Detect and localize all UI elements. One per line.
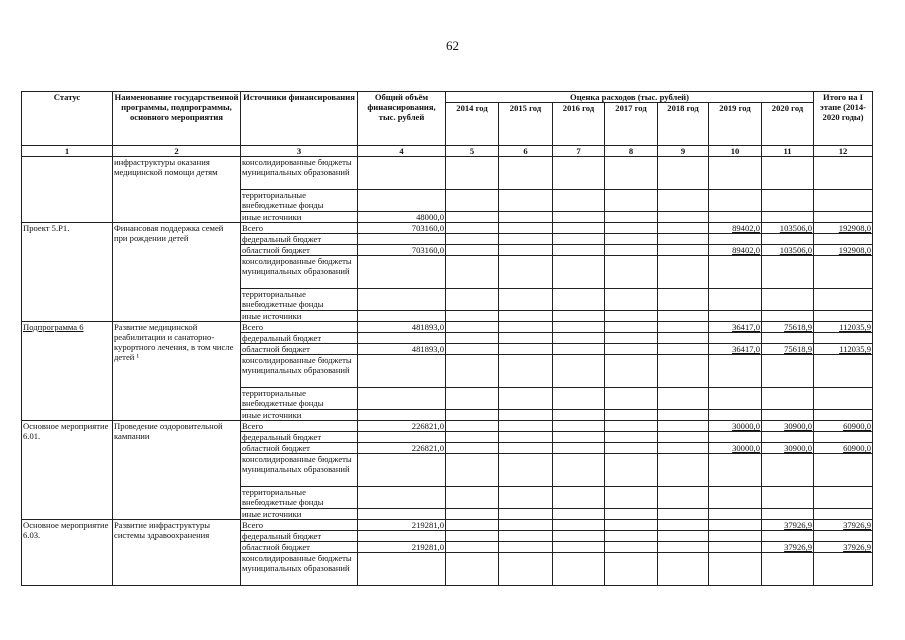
- year-cell-2019: [709, 333, 762, 344]
- year-cell: [553, 234, 605, 245]
- year-cell: [658, 432, 709, 443]
- total-cell: [358, 234, 446, 245]
- year-cell-2019: [709, 542, 762, 553]
- year-cell: [658, 542, 709, 553]
- total-cell: [358, 311, 446, 322]
- source-cell: иные источники: [241, 311, 358, 322]
- source-cell: Всего: [241, 322, 358, 333]
- total-cell: [358, 190, 446, 212]
- year-cell: [446, 432, 499, 443]
- year-cell-2019: 36417,0: [709, 322, 762, 333]
- year-cell: [446, 553, 499, 586]
- year-cell-2019: [709, 520, 762, 531]
- year-cell: [499, 256, 553, 289]
- year-cell: [553, 256, 605, 289]
- column-number: 12: [814, 146, 873, 157]
- year-cell: [499, 212, 553, 223]
- year-cell: [553, 432, 605, 443]
- source-cell: территориальные внебюджетные фонды: [241, 487, 358, 509]
- program-name-cell: Финансовая поддержка семей при рождении детей: [113, 223, 241, 322]
- year-cell: [446, 190, 499, 212]
- year-cell: [499, 245, 553, 256]
- budget-table: [21, 91, 873, 586]
- year-cell: [446, 322, 499, 333]
- table-header: [22, 92, 873, 157]
- itogo-cell: [814, 531, 873, 542]
- header-status: Статус: [22, 92, 113, 146]
- itogo-cell: [814, 487, 873, 509]
- year-cell: [658, 190, 709, 212]
- itogo-cell: 37926,9: [814, 542, 873, 553]
- year-cell: [658, 388, 709, 410]
- year-cell: [446, 289, 499, 311]
- year-cell: [658, 289, 709, 311]
- column-number: 4: [358, 146, 446, 157]
- year-cell: [553, 245, 605, 256]
- year-cell-2020: [762, 432, 814, 443]
- year-cell-2020: [762, 256, 814, 289]
- program-name-cell: Развитие инфраструктуры системы здравоохранения: [113, 520, 241, 586]
- itogo-cell: [814, 190, 873, 212]
- year-cell-2020: [762, 487, 814, 509]
- year-cell-2019: 30000,0: [709, 443, 762, 454]
- header-sources: Источники финансирования: [241, 92, 358, 146]
- year-cell-2019: [709, 355, 762, 388]
- status-label: Основное мероприятие 6.01.: [23, 421, 109, 441]
- program-name-cell: Развитие медицинской реабилитации и санаторно-курортного лечения, в том числе детей ¹: [113, 322, 241, 421]
- year-cell-2020: 75618,9: [762, 344, 814, 355]
- year-cell: [605, 531, 658, 542]
- year-cell: [658, 245, 709, 256]
- year-cell: [553, 421, 605, 432]
- year-cell: [553, 520, 605, 531]
- source-cell: территориальные внебюджетные фонды: [241, 388, 358, 410]
- year-cell: [553, 333, 605, 344]
- year-cell-2019: [709, 157, 762, 190]
- year-cell: [605, 388, 658, 410]
- year-cell: [499, 311, 553, 322]
- itogo-cell: 192908,0: [814, 223, 873, 234]
- column-number: 5: [446, 146, 499, 157]
- year-cell: [658, 355, 709, 388]
- year-cell: [553, 487, 605, 509]
- year-cell: [553, 410, 605, 421]
- year-cell: [446, 333, 499, 344]
- year-cell-2020: [762, 234, 814, 245]
- year-cell: [605, 553, 658, 586]
- year-cell-2019: [709, 388, 762, 410]
- itogo-cell: [814, 509, 873, 520]
- header-year: 2019 год: [709, 103, 762, 146]
- source-cell: федеральный бюджет: [241, 333, 358, 344]
- year-cell: [446, 454, 499, 487]
- source-cell: территориальные внебюджетные фонды: [241, 289, 358, 311]
- year-cell: [499, 531, 553, 542]
- year-cell: [605, 223, 658, 234]
- itogo-cell: [814, 355, 873, 388]
- header-year: 2017 год: [605, 103, 658, 146]
- year-cell-2019: [709, 531, 762, 542]
- column-number: 6: [499, 146, 553, 157]
- year-cell-2020: 75618,9: [762, 322, 814, 333]
- source-cell: Всего: [241, 223, 358, 234]
- year-cell: [658, 311, 709, 322]
- source-cell: областной бюджет: [241, 344, 358, 355]
- year-cell: [605, 421, 658, 432]
- status-cell: [22, 520, 113, 586]
- year-cell-2020: 37926,9: [762, 542, 814, 553]
- total-cell: [358, 388, 446, 410]
- year-cell: [499, 542, 553, 553]
- year-cell-2019: [709, 454, 762, 487]
- itogo-cell: 192908,0: [814, 245, 873, 256]
- year-cell-2019: [709, 509, 762, 520]
- table-body: [22, 157, 873, 586]
- year-cell-2019: [709, 289, 762, 311]
- status-label: Проект 5.Р1.: [23, 223, 70, 233]
- year-cell-2019: [709, 190, 762, 212]
- year-cell-2020: [762, 454, 814, 487]
- year-cell: [499, 333, 553, 344]
- year-cell: [553, 190, 605, 212]
- year-cell-2020: 30900,0: [762, 443, 814, 454]
- year-cell: [605, 443, 658, 454]
- year-cell: [553, 454, 605, 487]
- year-cell-2020: [762, 553, 814, 586]
- column-number: 1: [22, 146, 113, 157]
- year-cell: [446, 542, 499, 553]
- year-cell-2020: [762, 157, 814, 190]
- year-cell: [499, 520, 553, 531]
- year-cell: [553, 212, 605, 223]
- year-cell: [605, 410, 658, 421]
- itogo-cell: [814, 234, 873, 245]
- source-cell: федеральный бюджет: [241, 234, 358, 245]
- year-cell: [605, 234, 658, 245]
- source-cell: областной бюджет: [241, 542, 358, 553]
- year-cell: [499, 157, 553, 190]
- year-cell-2019: [709, 256, 762, 289]
- itogo-cell: [814, 432, 873, 443]
- year-cell: [499, 234, 553, 245]
- status-label: Подпрограмма 6: [23, 322, 84, 332]
- source-cell: Всего: [241, 520, 358, 531]
- source-cell: консолидированные бюджеты муниципальных образований: [241, 157, 358, 190]
- year-cell-2019: [709, 432, 762, 443]
- header-year: 2014 год: [446, 103, 499, 146]
- year-cell: [499, 190, 553, 212]
- program-name-cell: Проведение оздоровительной кампании: [113, 421, 241, 520]
- year-cell: [658, 509, 709, 520]
- total-cell: 703160,0: [358, 245, 446, 256]
- year-cell: [499, 410, 553, 421]
- year-cell-2020: 103506,0: [762, 223, 814, 234]
- year-cell: [658, 487, 709, 509]
- header-total: Общий объём финансирования, тыс. рублей: [358, 92, 446, 146]
- total-cell: [358, 454, 446, 487]
- year-cell: [605, 432, 658, 443]
- year-cell: [446, 256, 499, 289]
- itogo-cell: [814, 553, 873, 586]
- program-name-cell: инфраструктуры оказания медицинской помощи детям: [113, 157, 241, 223]
- itogo-cell: [814, 454, 873, 487]
- year-cell: [499, 289, 553, 311]
- year-cell: [605, 520, 658, 531]
- year-cell-2019: 89402,0: [709, 223, 762, 234]
- total-cell: [358, 289, 446, 311]
- year-cell: [446, 421, 499, 432]
- header-year: 2020 год: [762, 103, 814, 146]
- year-cell-2020: 103506,0: [762, 245, 814, 256]
- source-cell: федеральный бюджет: [241, 432, 358, 443]
- source-cell: областной бюджет: [241, 245, 358, 256]
- year-cell: [499, 509, 553, 520]
- page-number: 62: [446, 38, 459, 53]
- year-cell: [658, 410, 709, 421]
- year-cell: [446, 245, 499, 256]
- source-cell: консолидированные бюджеты муниципальных образований: [241, 553, 358, 586]
- table-row: [22, 520, 873, 531]
- year-cell: [658, 520, 709, 531]
- year-cell-2020: [762, 333, 814, 344]
- year-cell: [446, 509, 499, 520]
- header-year: 2018 год: [658, 103, 709, 146]
- year-cell: [553, 344, 605, 355]
- status-cell: [22, 157, 113, 223]
- year-cell: [605, 289, 658, 311]
- year-cell-2019: [709, 487, 762, 509]
- itogo-cell: [814, 388, 873, 410]
- year-cell: [605, 190, 658, 212]
- header-year: 2016 год: [553, 103, 605, 146]
- year-cell: [446, 311, 499, 322]
- column-numbers-row: [22, 146, 873, 157]
- year-cell: [499, 322, 553, 333]
- year-cell: [658, 212, 709, 223]
- year-cell: [499, 487, 553, 509]
- year-cell: [605, 487, 658, 509]
- itogo-cell: [814, 333, 873, 344]
- year-cell: [446, 355, 499, 388]
- year-cell: [553, 355, 605, 388]
- header-name: Наименование государственной программы, подпрограммы, основного мероприятия: [113, 92, 241, 146]
- itogo-cell: 37926,9: [814, 520, 873, 531]
- year-cell: [446, 234, 499, 245]
- source-cell: областной бюджет: [241, 443, 358, 454]
- source-cell: консолидированные бюджеты муниципальных образований: [241, 454, 358, 487]
- source-cell: федеральный бюджет: [241, 531, 358, 542]
- total-cell: [358, 355, 446, 388]
- column-number: 11: [762, 146, 814, 157]
- itogo-cell: [814, 289, 873, 311]
- year-cell-2019: [709, 212, 762, 223]
- total-cell: [358, 553, 446, 586]
- column-number: 7: [553, 146, 605, 157]
- total-cell: [358, 531, 446, 542]
- total-cell: 226821,0: [358, 443, 446, 454]
- year-cell: [658, 421, 709, 432]
- source-cell: территориальные внебюджетные фонды: [241, 190, 358, 212]
- year-cell: [553, 322, 605, 333]
- year-cell: [446, 223, 499, 234]
- column-number: 8: [605, 146, 658, 157]
- total-cell: [358, 410, 446, 421]
- year-cell: [499, 454, 553, 487]
- status-cell: [22, 322, 113, 421]
- year-cell: [553, 223, 605, 234]
- year-cell-2019: 30000,0: [709, 421, 762, 432]
- column-number: 2: [113, 146, 241, 157]
- year-cell: [658, 234, 709, 245]
- year-cell: [658, 553, 709, 586]
- total-cell: [358, 487, 446, 509]
- year-cell: [553, 443, 605, 454]
- total-cell: 703160,0: [358, 223, 446, 234]
- year-cell: [605, 542, 658, 553]
- table-row: [22, 322, 873, 333]
- year-cell: [605, 212, 658, 223]
- year-cell: [658, 322, 709, 333]
- itogo-cell: 60900,0: [814, 443, 873, 454]
- table-row: [22, 421, 873, 432]
- itogo-cell: 60900,0: [814, 421, 873, 432]
- year-cell: [658, 256, 709, 289]
- year-cell: [658, 333, 709, 344]
- header-estimate: Оценка расходов (тыс. рублей): [446, 92, 814, 103]
- year-cell-2020: [762, 190, 814, 212]
- year-cell: [446, 410, 499, 421]
- total-cell: [358, 509, 446, 520]
- year-cell: [553, 157, 605, 190]
- year-cell: [658, 157, 709, 190]
- status-cell: [22, 223, 113, 322]
- year-cell-2019: 89402,0: [709, 245, 762, 256]
- year-cell: [553, 388, 605, 410]
- year-cell-2020: [762, 509, 814, 520]
- column-number: 10: [709, 146, 762, 157]
- year-cell: [499, 223, 553, 234]
- year-cell: [605, 344, 658, 355]
- year-cell: [499, 344, 553, 355]
- itogo-cell: [814, 212, 873, 223]
- year-cell-2020: [762, 355, 814, 388]
- year-cell: [446, 157, 499, 190]
- column-number: 9: [658, 146, 709, 157]
- source-cell: консолидированные бюджеты муниципальных образований: [241, 256, 358, 289]
- year-cell: [499, 443, 553, 454]
- itogo-cell: 112035,9: [814, 344, 873, 355]
- total-cell: 226821,0: [358, 421, 446, 432]
- year-cell: [605, 322, 658, 333]
- year-cell-2020: [762, 531, 814, 542]
- year-cell: [553, 311, 605, 322]
- year-cell-2020: [762, 311, 814, 322]
- total-cell: 219281,0: [358, 542, 446, 553]
- column-number: 3: [241, 146, 358, 157]
- year-cell: [446, 388, 499, 410]
- year-cell: [605, 333, 658, 344]
- year-cell: [499, 421, 553, 432]
- total-cell: 481893,0: [358, 344, 446, 355]
- year-cell-2019: [709, 311, 762, 322]
- year-cell: [658, 223, 709, 234]
- total-cell: [358, 333, 446, 344]
- year-cell: [658, 454, 709, 487]
- year-cell: [658, 531, 709, 542]
- year-cell-2019: [709, 410, 762, 421]
- year-cell: [553, 553, 605, 586]
- source-cell: Всего: [241, 421, 358, 432]
- year-cell: [446, 443, 499, 454]
- year-cell-2020: 30900,0: [762, 421, 814, 432]
- total-cell: [358, 256, 446, 289]
- year-cell: [658, 344, 709, 355]
- year-cell: [605, 256, 658, 289]
- itogo-cell: [814, 157, 873, 190]
- source-cell: иные источники: [241, 509, 358, 520]
- year-cell: [553, 509, 605, 520]
- year-cell-2019: [709, 234, 762, 245]
- year-cell: [499, 355, 553, 388]
- year-cell: [499, 553, 553, 586]
- year-cell-2020: [762, 289, 814, 311]
- total-cell: [358, 432, 446, 443]
- year-cell: [499, 432, 553, 443]
- year-cell: [605, 245, 658, 256]
- year-cell: [446, 212, 499, 223]
- itogo-cell: [814, 410, 873, 421]
- year-cell: [446, 520, 499, 531]
- source-cell: иные источники: [241, 212, 358, 223]
- year-cell: [605, 509, 658, 520]
- total-cell: [358, 157, 446, 190]
- header-itogo: Итого на I этапе (2014-2020 годы): [814, 92, 873, 146]
- year-cell-2020: [762, 212, 814, 223]
- year-cell: [499, 388, 553, 410]
- year-cell: [446, 487, 499, 509]
- total-cell: 481893,0: [358, 322, 446, 333]
- header-year: 2015 год: [499, 103, 553, 146]
- year-cell: [605, 157, 658, 190]
- year-cell: [446, 531, 499, 542]
- year-cell-2020: [762, 410, 814, 421]
- itogo-cell: [814, 256, 873, 289]
- status-label: Основное мероприятие 6.03.: [23, 520, 109, 540]
- table-row: [22, 223, 873, 234]
- table-row: [22, 157, 873, 190]
- source-cell: иные источники: [241, 410, 358, 421]
- year-cell: [446, 344, 499, 355]
- year-cell: [553, 289, 605, 311]
- year-cell: [605, 311, 658, 322]
- year-cell: [553, 542, 605, 553]
- year-cell-2019: [709, 553, 762, 586]
- year-cell: [605, 355, 658, 388]
- year-cell: [605, 454, 658, 487]
- itogo-cell: [814, 311, 873, 322]
- year-cell: [658, 443, 709, 454]
- year-cell-2020: [762, 388, 814, 410]
- itogo-cell: 112035,9: [814, 322, 873, 333]
- total-cell: 219281,0: [358, 520, 446, 531]
- total-cell: 48000,0: [358, 212, 446, 223]
- status-cell: [22, 421, 113, 520]
- source-cell: консолидированные бюджеты муниципальных образований: [241, 355, 358, 388]
- year-cell: [553, 531, 605, 542]
- year-cell-2020: 37926,9: [762, 520, 814, 531]
- year-cell-2019: 36417,0: [709, 344, 762, 355]
